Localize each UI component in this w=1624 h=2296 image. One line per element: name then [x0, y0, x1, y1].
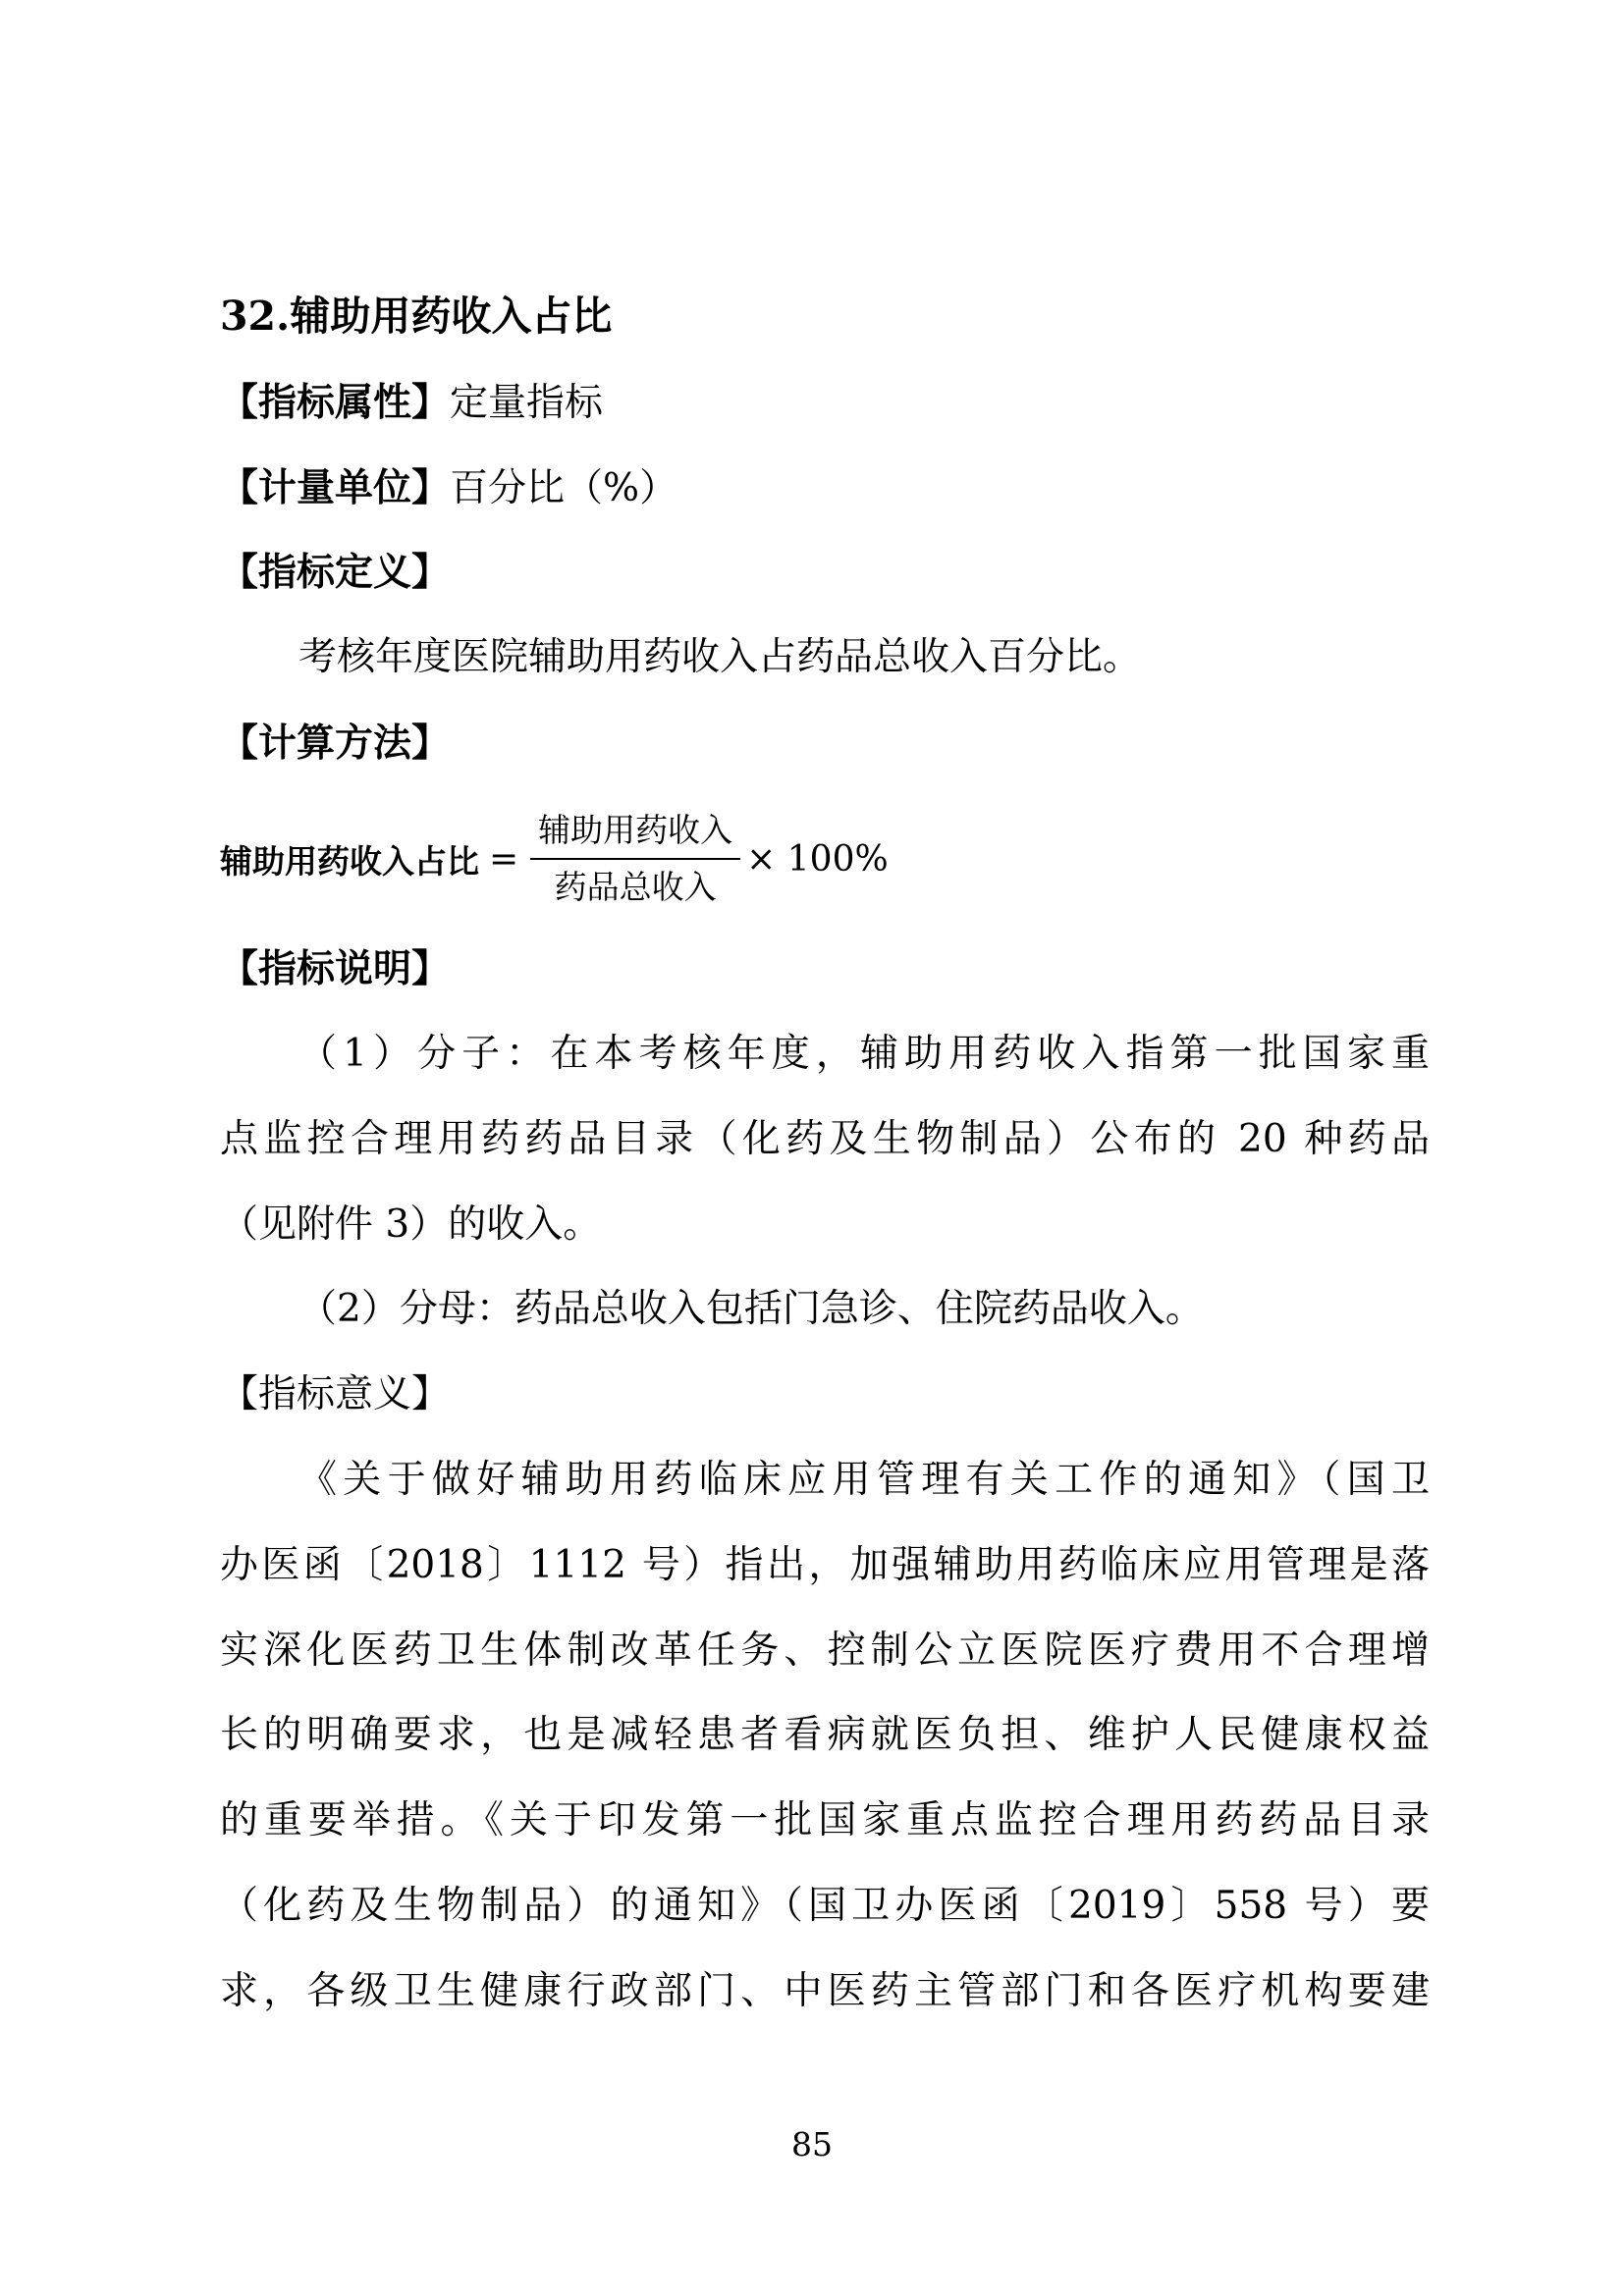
attribute-row — [220, 373, 1430, 432]
definition-heading: 【指标定义】 — [220, 550, 451, 595]
attribute-value: 定量指标 — [450, 381, 604, 425]
explanation-line-3: （见附件 3）的收入。 — [220, 1202, 602, 1247]
unit-row — [220, 458, 1430, 517]
significance-line-6: （化药及生物制品）的通知》（国卫办医函〔2019〕558 号）要 — [220, 1884, 1430, 1928]
formula-lhs: 辅助用药收入占比 — [220, 841, 479, 881]
formula-numerator: 辅助用药收入 — [530, 809, 740, 860]
page-number: 85 — [791, 2125, 833, 2163]
explanation-heading: 【指标说明】 — [220, 946, 451, 991]
significance-line-4: 长的明确要求，也是减轻患者看病就医负担、维护人民健康权益 — [220, 1713, 1430, 1757]
significance-line-3: 实深化医药卫生体制改革任务、控制公立医院医疗费用不合理增 — [220, 1629, 1430, 1673]
formula — [220, 800, 1430, 918]
explanation-line-1: （1）分子：在本考核年度，辅助用药收入指第一批国家重 — [298, 1032, 1430, 1076]
explanation-line-4: （2）分母：药品总收入包括门急诊、住院药品收入。 — [298, 1287, 1204, 1331]
formula-fraction — [530, 809, 740, 909]
significance-line-2: 办医函〔2018〕1112 号）指出，加强辅助用药临床应用管理是落 — [220, 1543, 1430, 1587]
formula-multiplier: × 100% — [746, 838, 889, 880]
significance-line-1: 《关于做好辅助用药临床应用管理有关工作的通知》（国卫 — [298, 1458, 1430, 1502]
significance-line-7: 求，各级卫生健康行政部门、中医药主管部门和各医疗机构要建 — [220, 1969, 1430, 2013]
significance-heading: 【指标意义】 — [220, 1372, 451, 1416]
significance-line-5: 的重要举措。《关于印发第一批国家重点监控合理用药药品目录 — [220, 1798, 1430, 1842]
formula-denominator: 药品总收入 — [554, 868, 717, 906]
unit-label: 【计量单位】 — [220, 465, 451, 510]
method-heading: 【计算方法】 — [220, 721, 451, 766]
definition-text: 考核年度医院辅助用药收入占药品总收入百分比。 — [298, 635, 1142, 679]
attribute-label: 【指标属性】 — [220, 380, 451, 425]
section-title: 32.辅助用药收入占比 — [220, 293, 613, 340]
unit-value: 百分比（%） — [450, 466, 678, 510]
explanation-line-2: 点监控合理用药药品目录（化药及生物制品）公布的 20 种药品 — [220, 1117, 1430, 1161]
formula-equals: = — [489, 838, 519, 880]
